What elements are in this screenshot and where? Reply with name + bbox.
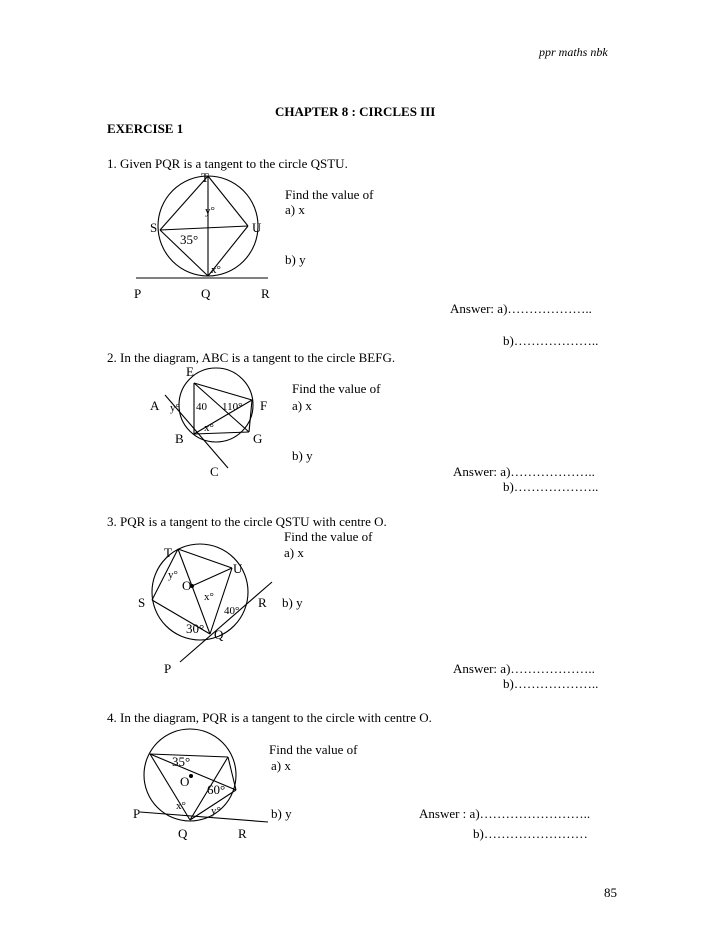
q4-label-x: x° (176, 800, 186, 812)
q3-text: 3. PQR is a tangent to the circle QSTU with centre O. (107, 514, 387, 529)
q2-label-angle1: 40 (196, 401, 207, 413)
q2-find-prompt: Find the value of (292, 381, 381, 396)
q4-label-q: Q (178, 826, 188, 841)
q3-label-q: Q (214, 627, 224, 642)
q2-part-b: b) y (292, 448, 313, 463)
q3-label-r: R (258, 595, 267, 610)
q4-label-o: O (180, 774, 190, 789)
q1-label-y: y° (205, 205, 215, 217)
q1-label-angle: 35° (180, 232, 199, 247)
q2-label-e: E (186, 364, 194, 379)
q1-chord-su (160, 226, 248, 230)
q4-answer-a: Answer : a)…………………….. (419, 806, 591, 821)
q1-part-b: b) y (285, 252, 306, 267)
q1-text: 1. Given PQR is a tangent to the circle QSTU. (107, 156, 348, 171)
q3-label-y: y° (168, 569, 178, 581)
q4-centre-dot (189, 774, 193, 778)
q2-chord-ef (194, 383, 252, 400)
q1-label-u: U (252, 220, 262, 235)
q2-answer-a: Answer: a)……………….. (453, 464, 595, 479)
q2-diagram (165, 368, 253, 468)
q4-find-prompt: Find the value of (269, 742, 358, 757)
q3-find-prompt: Find the value of (284, 529, 373, 544)
q3-part-b: b) y (282, 595, 303, 610)
q2-answer-b: b)……………….. (503, 479, 599, 494)
q3-label-s: S (138, 595, 146, 610)
q1-label-r: R (261, 286, 270, 301)
q3-label-t: T (164, 545, 172, 560)
q2-label-angle2: 110° (222, 401, 243, 413)
q3-label-angle2: 30° (186, 621, 205, 636)
chapter-title: CHAPTER 8 : CIRCLES III (275, 104, 436, 119)
q2-label-x: x° (204, 422, 214, 434)
q2-label-c: C (210, 464, 219, 479)
q3-answer-a: Answer: a)……………….. (453, 661, 595, 676)
q4-part-b: b) y (271, 806, 292, 821)
q2-label-a: A (150, 398, 160, 413)
running-header: ppr maths nbk (539, 45, 608, 59)
q1-label-t: T (201, 170, 209, 185)
q4-label-y: y° (211, 805, 221, 817)
q2-label-g: G (253, 431, 263, 446)
q1-find-prompt: Find the value of (285, 187, 374, 202)
q1-answer-a: Answer: a)……………….. (450, 301, 592, 316)
q4-diagram (140, 729, 268, 822)
q3-label-p: P (164, 661, 172, 676)
q2-label-b: B (175, 431, 184, 446)
q4-chord-right (228, 757, 236, 790)
q3-label-x: x° (204, 591, 214, 603)
q4-label-angle1: 35° (172, 754, 191, 769)
q1-label-s: S (150, 220, 158, 235)
q1-part-a: a) x (285, 202, 305, 217)
q1-label-p: P (134, 286, 142, 301)
q3-answer-b: b)……………….. (503, 676, 599, 691)
q4-label-p: P (133, 806, 141, 821)
q3-radius-ou (192, 568, 232, 586)
q1-answer-b: b)……………….. (503, 333, 599, 348)
q2-text: 2. In the diagram, ABC is a tangent to the circle BEFG. (107, 350, 396, 365)
page-number: 85 (604, 885, 617, 900)
exercise-title: EXERCISE 1 (107, 121, 184, 136)
q3-label-o: O (182, 578, 192, 593)
q1-label-x: x° (211, 264, 221, 276)
q2-part-a: a) x (292, 398, 312, 413)
q2-label-y: y° (170, 402, 180, 414)
q1-label-q: Q (201, 286, 211, 301)
q3-part-a: a) x (284, 545, 304, 560)
q2-label-f: F (260, 398, 268, 413)
q3-label-angle1: 40° (224, 605, 240, 617)
q3-label-u: U (233, 561, 243, 576)
q4-tangent (140, 812, 268, 822)
q4-label-r: R (238, 826, 247, 841)
q4-part-a: a) x (271, 758, 291, 773)
q4-answer-b: b)…………………… (473, 826, 588, 841)
q3-chord-tu (178, 549, 232, 568)
q4-label-angle2: 60° (207, 782, 226, 797)
q4-text: 4. In the diagram, PQR is a tangent to the circle with centre O. (107, 710, 432, 725)
